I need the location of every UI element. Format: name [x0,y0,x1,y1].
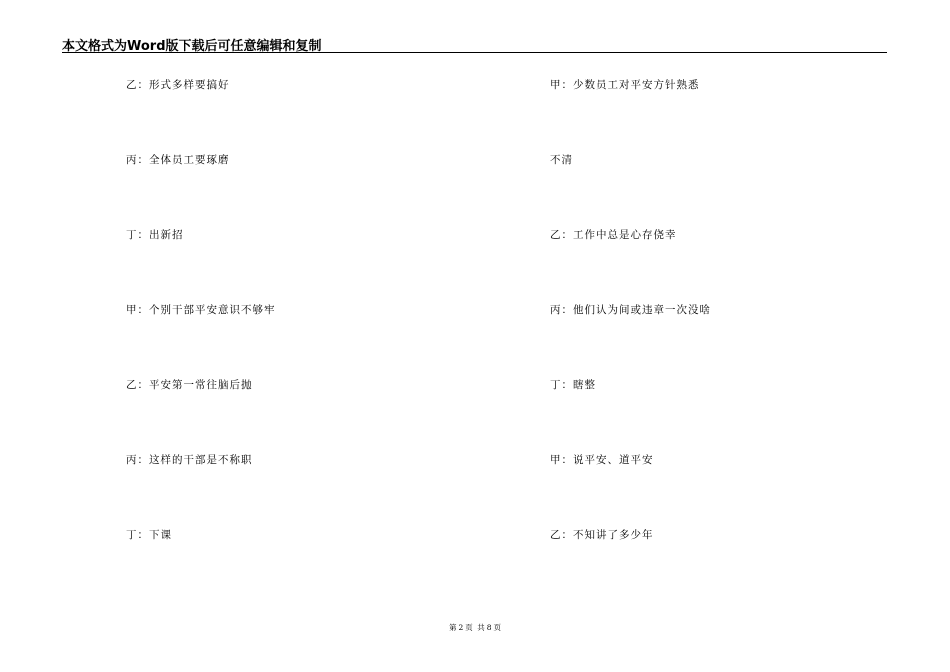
dialogue-line: 丙：他们认为间或违章一次没啥 [550,304,711,316]
footer-prefix: 第 [449,623,457,632]
dialogue-line: 丁：下课 [126,529,172,541]
dialogue-line: 乙：平安第一常往脑后抛 [126,379,253,391]
footer-total-pages: 8 [486,623,492,632]
dialogue-line: 丙：这样的干部是不称职 [126,454,253,466]
dialogue-line: 甲：少数员工对平安方针熟悉 [550,79,700,91]
dialogue-line: 乙：不知讲了多少年 [550,529,654,541]
right-column [550,78,711,603]
footer-page-number: 2 [458,623,464,632]
dialogue-line: 乙：工作中总是心存侥幸 [550,229,677,241]
dialogue-line: 不清 [550,154,573,166]
page-footer [0,622,950,633]
dialogue-line: 丙：全体员工要琢磨 [126,154,230,166]
page-header-title: 本文格式为Word版下载后可任意编辑和复制 [62,39,322,54]
left-column [126,78,276,603]
footer-total-label: 页 [493,623,501,632]
dialogue-line: 甲：说平安、道平安 [550,454,654,466]
footer-page-label: 页 [465,623,473,632]
dialogue-line: 甲：个别干部平安意识不够牢 [126,304,276,316]
header-divider [62,52,887,53]
dialogue-line: 乙：形式多样要搞好 [126,79,230,91]
footer-total-prefix: 共 [477,623,485,632]
dialogue-line: 丁：瞎整 [550,379,596,391]
dialogue-line: 丁：出新招 [126,229,184,241]
